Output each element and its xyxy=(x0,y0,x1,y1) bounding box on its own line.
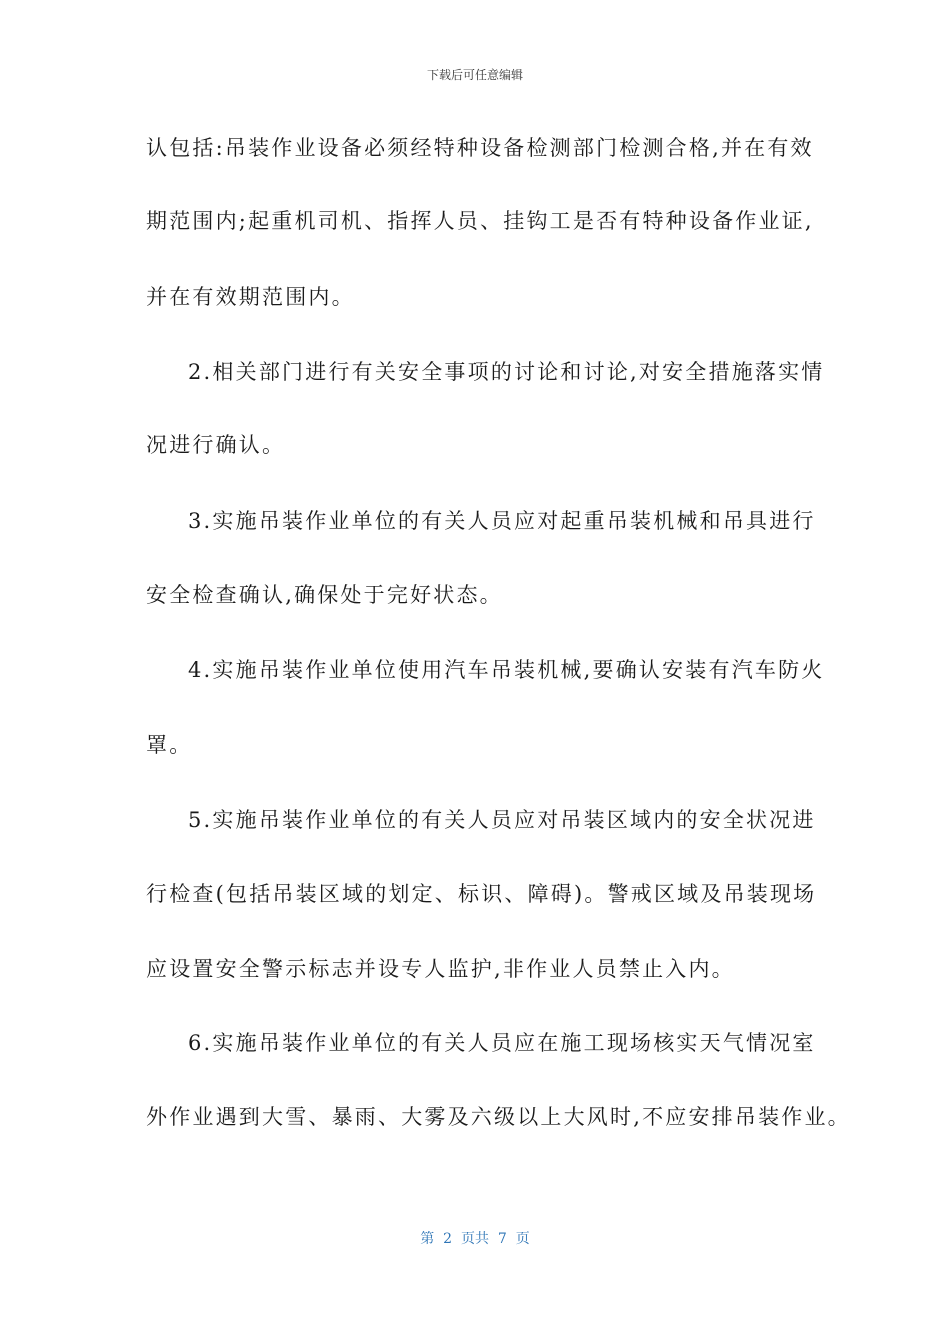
body-line: 况进行确认。 xyxy=(146,433,286,457)
body-line: 6.实施吊装作业单位的有关人员应在施工现场核实天气情况室 xyxy=(188,1031,816,1055)
body-line: 行检查(包括吊装区域的划定、标识、障碍)。警戒区域及吊装现场 xyxy=(146,882,817,906)
body-line: 罩。 xyxy=(146,733,193,757)
header-note: 下载后可任意编辑 xyxy=(426,68,523,82)
body-line: 5.实施吊装作业单位的有关人员应对吊装区域内的安全状况进 xyxy=(188,808,816,832)
body-line: 并在有效期范围内。 xyxy=(146,285,355,309)
body-line: 4.实施吊装作业单位使用汽车吊装机械,要确认安装有汽车防火 xyxy=(188,658,825,682)
body-line: 应设置安全警示标志并设专人监护,非作业人员禁止入内。 xyxy=(146,957,735,981)
body-line: 期范围内;起重机司机、指挥人员、挂钩工是否有特种设备作业证, xyxy=(146,209,814,233)
body-line: 外作业遇到大雪、暴雨、大雾及六级以上大风时,不应安排吊装作业。 xyxy=(146,1105,851,1129)
page-number-footer: 第 2 页共 7 页 xyxy=(420,1231,530,1247)
body-line: 安全检查确认,确保处于完好状态。 xyxy=(146,583,503,607)
body-line: 2.相关部门进行有关安全事项的讨论和讨论,对安全措施落实情 xyxy=(188,360,825,384)
body-line: 3.实施吊装作业单位的有关人员应对起重吊装机械和吊具进行 xyxy=(188,509,816,533)
body-line: 认包括:吊装作业设备必须经特种设备检测部门检测合格,并在有效 xyxy=(146,136,814,160)
